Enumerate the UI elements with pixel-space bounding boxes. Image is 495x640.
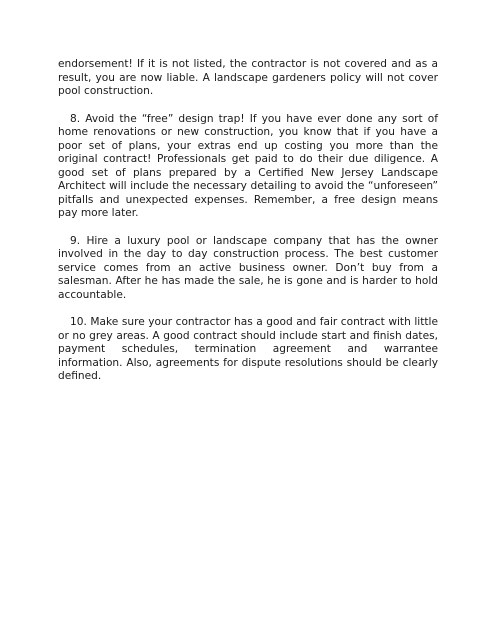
paragraph-tip-10: 10. Make sure your contractor has a good and fair contract with little or no grey areas. A good contract should include start and finish dates, payment schedules, termination agreement and warrantee information. Also, agreements for dispute resolutions should be clearly defined.: [58, 316, 438, 382]
paragraph-tip-8: 8. Avoid the “free” design trap! If you have ever done any sort of home renovations or new construction, you know that if you have a poor set of plans, your extras end up costing you more than the original contract! Professionals get paid to do their due diligence. A good set of plans prepared by a Certified New Jersey Landscape Architect will include the necessary detailing to avoid the “unforeseen” pitfalls and unexpected expenses. Remember, a free design means pay more later.: [58, 112, 438, 219]
paragraph-tip-9: 9. Hire a luxury pool or landscape company that has the owner involved in the day to day construction process. The best customer service comes from an active business owner. Don’t buy from a salesman. After he has made the sale, he is gone and is harder to hold accountable.: [58, 234, 438, 301]
paragraph-continuation: endorsement! If it is not listed, the contractor is not covered and as a result, you are now liable. A landscape gardeners policy will not cover pool construction.: [58, 58, 438, 97]
document-page: [58, 58, 438, 398]
